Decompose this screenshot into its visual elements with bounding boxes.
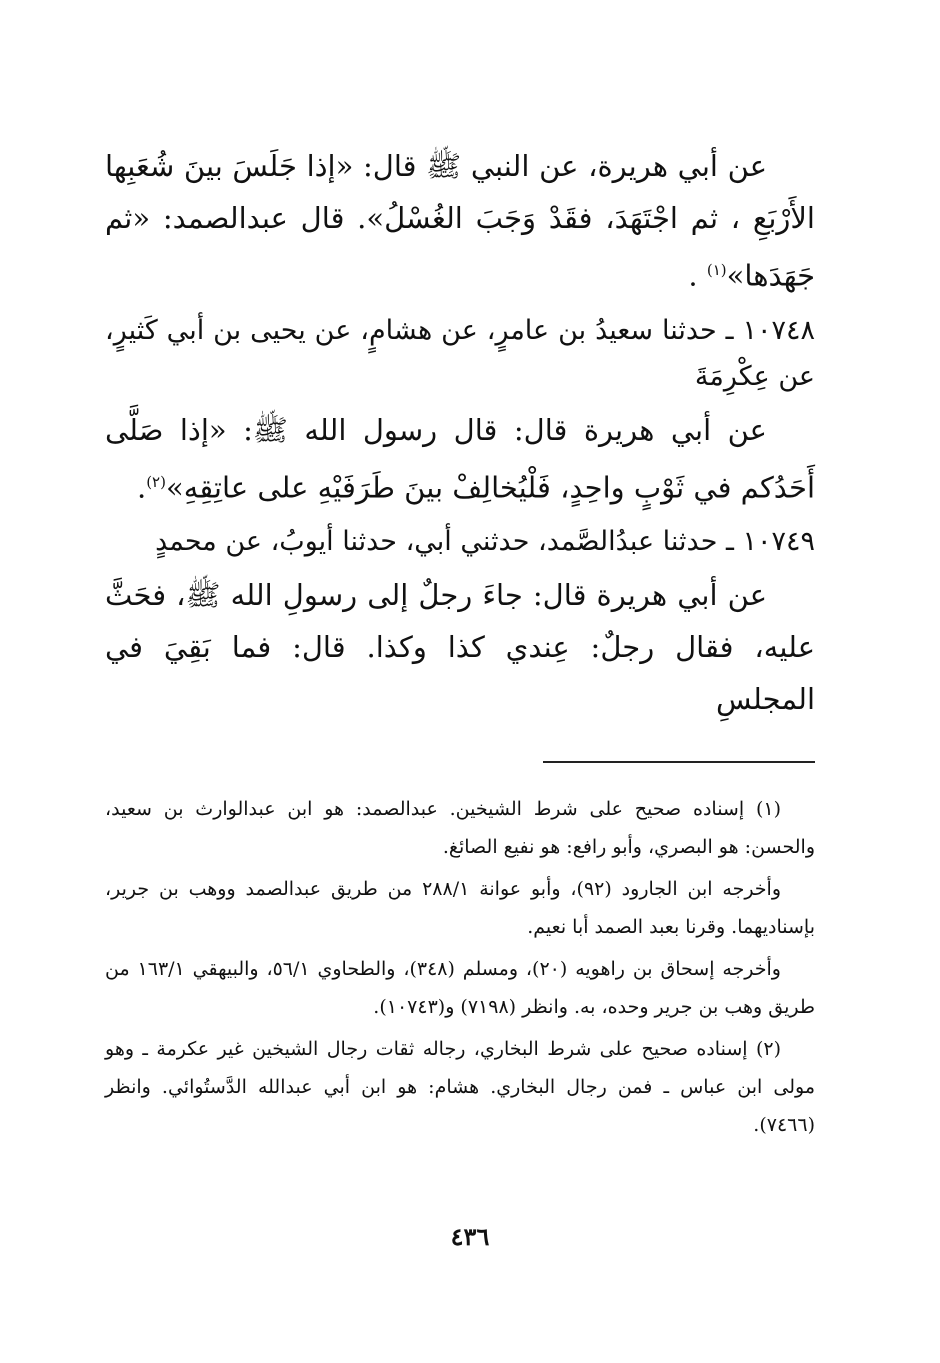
hadith-heading-10749: ١٠٧٤٩ ـ حدثنا عبدُالصَّمد، حدثني أبي، حدثنا أيوبُ، عن محمدٍ xyxy=(155,526,815,558)
hadith-text-2-body: عن أبي هريرة قال: قال رسول الله ﷺ: «إذا صَلَّى أَحَدُكم في ثَوْبٍ واحِدٍ، فَلْيُخالِفْ بينَ طَرَفَيْهِ على عاتِقِهِ» xyxy=(105,412,815,505)
footnotes xyxy=(105,790,815,1148)
footnote-1: (١) إسناده صحيح على شرط الشيخين. عبدالصمد: هو ابن عبدالوارث بن سعيد، والحسن: هو البصري، وأبو رافع: هو نفيع الصائغ. xyxy=(105,798,815,858)
hadith-text-2 xyxy=(105,404,815,514)
footnote-1-continuation-a: وأخرجه ابن الجارود (٩٢)، وأبو عوانة ٢٨٨/١ من طريق عبدالصمد ووهب بن جرير، بإسناديهما. وقرنا بعبد الصمد أبا نعيم. xyxy=(105,878,815,938)
hadith-text-3 xyxy=(105,569,815,725)
hadith-text-1-tail: . xyxy=(688,258,707,293)
footnote-separator xyxy=(543,761,815,763)
footnote-2: (٢) إسناده صحيح على شرط البخاري، رجاله ثقات رجال الشيخين غير عكرمة ـ وهو مولى ابن عباس ـ فمن رجال البخاري. هشام: هو ابن أبي عبدالله الدَّستُوائي. وانظر (٧٤٦٦). xyxy=(105,1038,815,1136)
hadith-text-1 xyxy=(105,140,815,302)
footnote-ref-1: (١) xyxy=(706,261,727,279)
page-number: ٤٣٦ xyxy=(450,1222,490,1251)
footnote-1-continuation-b: وأخرجه إسحاق بن راهويه (٢٠)، ومسلم (٣٤٨)، والطحاوي ٥٦/١، والبيهقي ١٦٣/١ من طريق وهب بن جرير وحده، به. وانظر (٧١٩٨) و(١٠٧٤٣). xyxy=(105,958,815,1018)
hadith-text-3-body: عن أبي هريرة قال: جاءَ رجلٌ إلى رسولِ الله ﷺ، فحَثَّ عليه، فقال رجلٌ: عِندي كذا وكذا. قال: فما بَقِيَ في المجلسِ xyxy=(105,578,815,717)
hadith-heading-10748: ١٠٧٤٨ ـ حدثنا سعيدُ بن عامرٍ، عن هشامٍ، عن يحيى بن أبي كَثيرٍ، عن عِكْرِمَةَ xyxy=(105,314,815,392)
footnote-ref-2: (٢) xyxy=(146,472,166,491)
hadith-text-1-body: عن أبي هريرة، عن النبي ﷺ قال: «إذا جَلَسَ بينَ شُعَبِها الأَرْبَعِ ، ثم اجْتَهَدَ، فقَدْ وَجَبَ الغُسْلُ». قال عبدالصمد: «ثم جَهَدَها» xyxy=(105,149,815,293)
hadith-text-2-tail: . xyxy=(136,470,147,505)
main-text xyxy=(105,140,815,725)
